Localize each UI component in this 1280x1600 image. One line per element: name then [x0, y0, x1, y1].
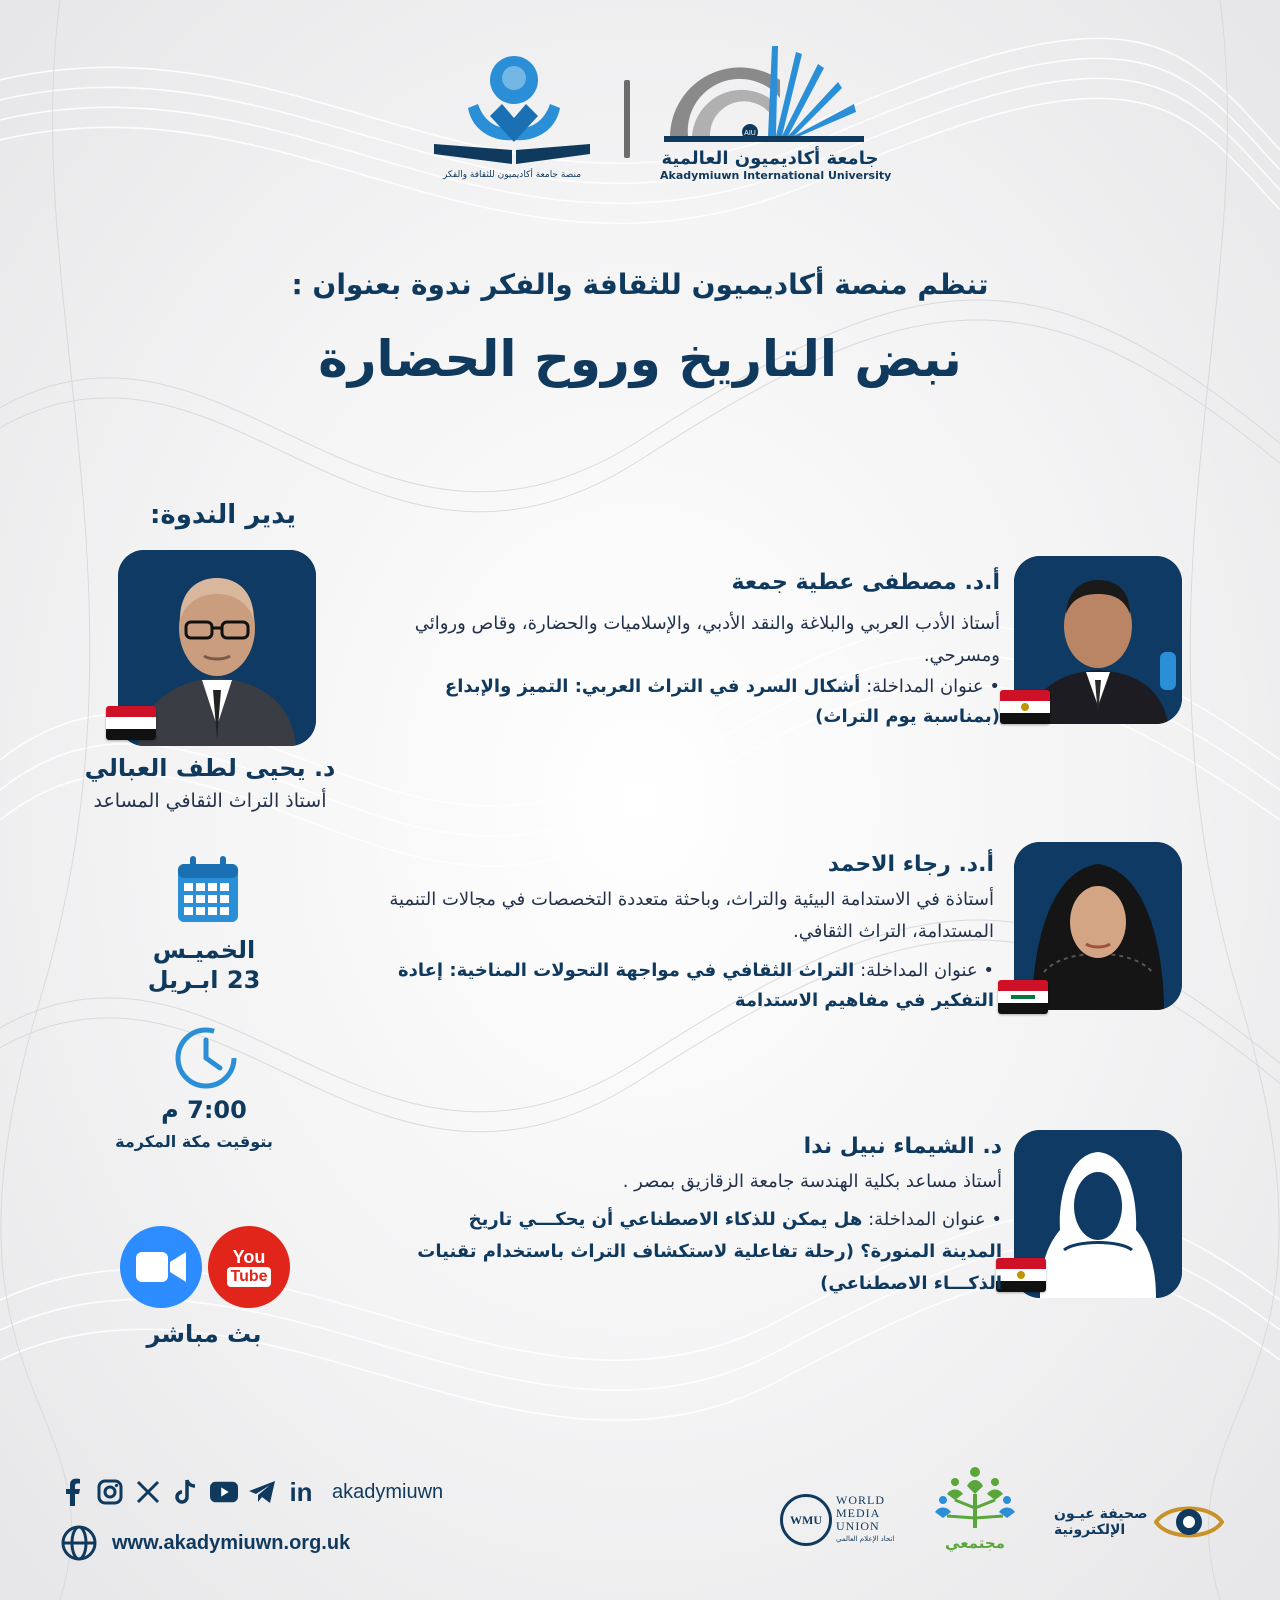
wmu-line-2: MEDIA — [836, 1506, 881, 1520]
social-handle: akadymiuwn — [332, 1480, 444, 1503]
tiktok-icon[interactable] — [172, 1478, 200, 1506]
oyoun-line-2: الإلكترونية — [1054, 1522, 1126, 1538]
university-arch-book-icon — [660, 40, 880, 144]
eye-icon — [1154, 1500, 1224, 1544]
flag-egypt-icon — [996, 1258, 1046, 1292]
oyoun-logo — [1054, 1494, 1234, 1550]
youtube-tube-text: Tube — [227, 1267, 270, 1287]
flag-yemen-icon — [106, 706, 156, 740]
event-day: الخميـس — [152, 936, 256, 964]
wmu-logo — [780, 1488, 900, 1552]
speaker-3-bio: أستاذ مساعد بكلية الهندسة جامعة الزقازيق بمصر . — [622, 1171, 1002, 1192]
x-twitter-icon[interactable] — [134, 1478, 162, 1506]
calendar-icon — [176, 856, 240, 924]
moderator-label: يدير الندوة: — [150, 500, 296, 530]
university-abbr: AIU — [744, 130, 756, 137]
oyoun-line-1: صحيفة عيـون — [1054, 1506, 1148, 1522]
wmu-arabic: اتحاد الإعلام العالمي — [836, 1535, 895, 1543]
speaker-1-name: أ.د. مصطفى عطية جمعة — [731, 570, 1000, 595]
speaker-3-talk-title: هل يمكن للذكاء الاصطناعي أن يحكـــي تاريخ المدينة المنورة؟ (رحلة تفاعلية لاستكشاف التراث باستخدام تقنيات الذكـــاء الاصطناعي) — [417, 1209, 1002, 1294]
speaker-1-talk-prefix: عنوان المداخلة: — [866, 676, 984, 697]
wmu-globe-icon — [780, 1494, 832, 1546]
speaker-2-talk-title: التراث الثقافي في مواجهة التحولات المناخية: إعادة التفكير في مفاهيم الاستدامة — [398, 960, 994, 1011]
speaker-2-bio: أستاذة في الاستدامة البيئية والتراث، وباحثة متعددة التخصصات في مجالات التنمية المستدامة، التراث الثقافي. — [389, 889, 994, 942]
zoom-icon[interactable] — [120, 1226, 202, 1308]
telegram-icon[interactable] — [248, 1478, 276, 1506]
logo-divider — [624, 80, 630, 158]
social-links — [58, 1478, 443, 1506]
flag-iraq-icon — [998, 980, 1048, 1014]
website-link[interactable]: www.akadymiuwn.org.uk — [112, 1531, 351, 1554]
university-name-ar: جامعة أكاديميون العالمية — [661, 148, 879, 169]
university-logo — [660, 40, 892, 182]
video-camera-icon — [136, 1250, 186, 1284]
people-tree-icon — [933, 1464, 1017, 1530]
bullet: • — [985, 1209, 1002, 1230]
hand-bulb-book-icon — [432, 46, 592, 166]
youtube-icon[interactable] — [208, 1226, 290, 1308]
speaker-1-bio: أستاذ الأدب العربي والبلاغة والنقد الأدبي، والإسلاميات والحضارة، وقاص وروائي ومسرحي. — [414, 613, 1000, 666]
youtube-you-text: You — [232, 1247, 266, 1267]
bullet: • — [977, 960, 994, 981]
seminar-title: نبض التاريخ وروح الحضارة — [318, 330, 962, 388]
instagram-icon[interactable] — [96, 1478, 124, 1506]
wmu-abbr: WMU — [790, 1512, 822, 1527]
flag-egypt-icon — [1000, 690, 1050, 724]
university-name-en: Akadymiuwn International University — [660, 169, 892, 182]
bullet: • — [983, 676, 1000, 697]
speaker-3-talk-prefix: عنوان المداخلة: — [868, 1209, 986, 1230]
intro-text: تنظم منصة أكاديميون للثقافة والفكر ندوة بعنوان : — [291, 268, 989, 301]
live-label: بث مباشر — [146, 1320, 262, 1348]
speaker-3-talk — [402, 1204, 1002, 1300]
speaker-2-talk — [384, 956, 994, 1016]
moderator-title: أستاذ التراث الثقافي المساعد — [93, 790, 327, 812]
mujtamai-label: مجتمعي — [945, 1534, 1005, 1552]
speaker-1-talk — [410, 672, 1000, 732]
linkedin-icon[interactable]: in — [289, 1476, 313, 1507]
facebook-icon[interactable] — [58, 1478, 86, 1506]
platform-logo — [432, 46, 592, 180]
website-row — [60, 1524, 350, 1562]
youtube-social-icon[interactable] — [210, 1478, 238, 1506]
globe-icon — [60, 1524, 98, 1562]
speaker-2-talk-prefix: عنوان المداخلة: — [860, 960, 978, 981]
moderator-name: د. يحيى لطف العبالي — [84, 754, 336, 782]
event-date: 23 ابـريل — [147, 966, 261, 994]
mujtamai-logo — [930, 1464, 1020, 1560]
wmu-line-1: WORLD — [836, 1493, 885, 1507]
speaker-1-talk-title: أشكال السرد في التراث العربي: التميز والإبداع (بمناسبة يوم التراث) — [444, 676, 1000, 727]
wmu-line-3: UNION — [836, 1519, 880, 1533]
clock-icon — [172, 1024, 240, 1092]
speaker-2-name: أ.د. رجاء الاحمد — [827, 852, 994, 877]
event-timezone: بتوقيت مكة المكرمة — [115, 1132, 273, 1151]
event-time: 7:00 م — [161, 1096, 247, 1124]
speaker-3-name: د. الشيماء نبيل ندا — [803, 1134, 1002, 1159]
platform-name: منصة جامعة أكاديميون للثقافة والفكر — [442, 170, 582, 180]
